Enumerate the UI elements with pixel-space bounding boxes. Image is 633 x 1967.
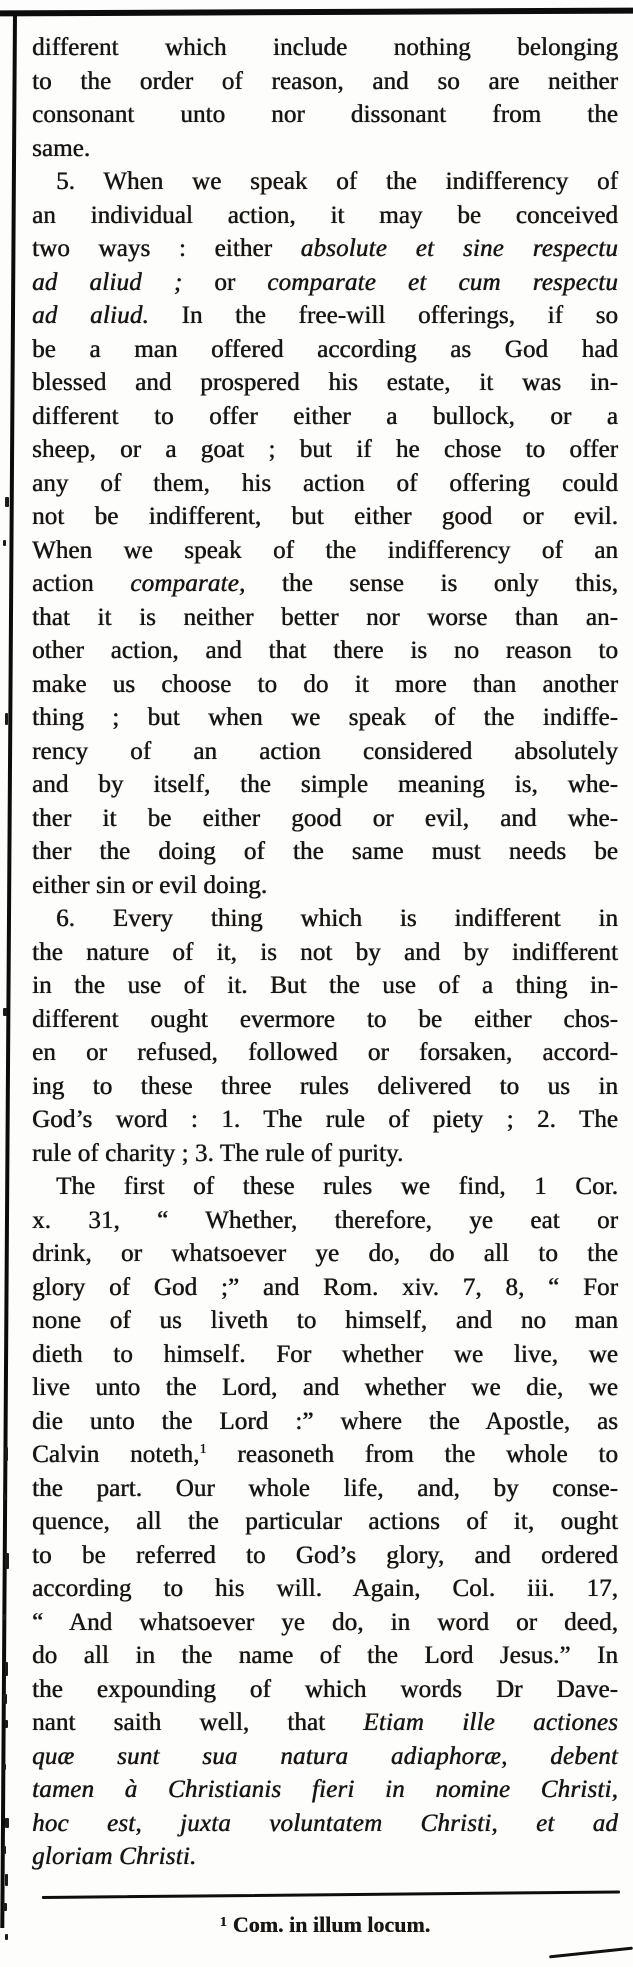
- text-segment: glory of God ;” and Rom. xiv. 7, 8, “ For: [32, 1273, 618, 1301]
- margin-mark: [5, 1720, 8, 1728]
- text-segment: When we speak of the indifferency of an: [32, 536, 618, 564]
- margin-mark: [5, 1874, 8, 1886]
- footnote-separator-line: [42, 1890, 620, 1899]
- text-segment: “ And whatsoever ye do, in word or deed,: [32, 1608, 618, 1636]
- text-line: [32, 400, 618, 434]
- text-line: [32, 1606, 618, 1640]
- text-line: [32, 1304, 618, 1338]
- text-segment: dieth to himself. For whether we live, we: [32, 1340, 618, 1368]
- text-line: [32, 735, 618, 769]
- footnote-text: Com. in illum locum.: [232, 1912, 431, 1937]
- text-segment: ther the doing of the same must needs be: [32, 838, 618, 865]
- page-top-border-line: [0, 8, 633, 17]
- text-segment: The first of these rules we find, 1 Cor.: [56, 1173, 618, 1200]
- margin-mark: [5, 1818, 9, 1828]
- page-corner-scan-artifact: [549, 1947, 633, 1959]
- text-line: [32, 433, 618, 467]
- margin-mark: [3, 1903, 7, 1911]
- text-line: [32, 1237, 618, 1271]
- text-line: [32, 1840, 618, 1874]
- text-line: [32, 1472, 618, 1506]
- text-segment: Calvin noteth,: [32, 1441, 200, 1468]
- text-line: [32, 1405, 618, 1439]
- text-segment: the part. Our whole life, and, by conse-: [32, 1474, 618, 1502]
- text-segment: different to offer either a bullock, or a: [32, 402, 618, 430]
- text-line: [32, 1773, 618, 1807]
- text-line: [32, 869, 618, 903]
- margin-mark: [3, 1846, 6, 1854]
- margin-mark: [3, 1614, 6, 1620]
- text-segment: 5. When we speak of the indifferency of: [56, 168, 618, 195]
- text-line: [32, 768, 618, 802]
- footnote-marker: 1: [219, 1915, 227, 1930]
- text-line: [32, 165, 618, 199]
- text-segment: the expounding of which words Dr Dave-: [32, 1675, 618, 1703]
- text-line: [32, 1371, 618, 1405]
- text-line: [32, 1673, 618, 1707]
- text-segment: other action, and that there is no reason to: [32, 637, 618, 664]
- text-segment: live unto the Lord, and whether we die, we: [32, 1374, 618, 1401]
- margin-mark: [5, 1447, 8, 1461]
- text-line: [32, 802, 618, 836]
- text-line: [32, 835, 618, 869]
- text-line: [32, 1572, 618, 1606]
- text-line: [32, 1807, 618, 1841]
- text-segment: sheep, or a goat ; but if he chose to offer: [32, 436, 618, 463]
- italic-text-segment: quæ sunt sua natura adiaphoræ, debent: [32, 1742, 618, 1770]
- text-line: [32, 936, 618, 970]
- text-line: [32, 1137, 618, 1171]
- text-segment: make us choose to do it more than another: [32, 670, 618, 698]
- text-segment: either sin or evil doing.: [32, 871, 268, 899]
- text-line: [32, 232, 618, 266]
- text-segment: or: [182, 268, 268, 296]
- text-line: [32, 266, 618, 300]
- italic-text-segment: comparate et cum respectu: [267, 268, 618, 296]
- text-segment: the nature of it, is not by and by indifferent: [32, 938, 618, 966]
- text-segment: God’s word : 1. The rule of piety ; 2. The: [32, 1106, 618, 1133]
- text-line: [32, 1539, 618, 1573]
- column-left-border-line: [0, 12, 17, 1928]
- text-line: [32, 366, 618, 400]
- text-segment: different which include nothing belonging: [32, 34, 618, 61]
- text-segment: quence, all the particular actions of it, ought: [32, 1508, 618, 1535]
- text-line: [32, 902, 618, 936]
- italic-text-segment: ad aliud.: [32, 302, 149, 329]
- text-line: [32, 1070, 618, 1104]
- text-line: [32, 1003, 618, 1037]
- text-segment: ther it be either good or evil, and whe-: [32, 804, 618, 832]
- text-segment: any of them, his action of offering could: [32, 469, 618, 497]
- text-segment: not be indifferent, but either good or evil.: [32, 503, 618, 530]
- text-line: [32, 1740, 618, 1774]
- italic-text-segment: ad aliud ;: [32, 268, 183, 296]
- text-line: [32, 98, 618, 132]
- margin-mark: [5, 497, 9, 507]
- text-line: [32, 299, 618, 333]
- text-line: [32, 668, 618, 702]
- footnote-reference: 1: [199, 1442, 207, 1457]
- text-segment: ing to these three rules delivered to us in: [32, 1072, 618, 1100]
- margin-mark: [5, 713, 8, 725]
- text-line: [32, 65, 618, 99]
- text-block: [32, 31, 618, 1874]
- text-segment: nant saith well, that: [32, 1709, 364, 1736]
- text-line: [32, 1271, 618, 1305]
- margin-mark: [3, 1494, 6, 1500]
- text-line: [32, 1438, 618, 1472]
- italic-text-segment: Etiam ille actiones: [363, 1709, 618, 1736]
- text-line: [32, 500, 618, 534]
- italic-text-segment: comparate,: [130, 570, 246, 597]
- text-segment: die unto the Lord :” where the Apostle, as: [32, 1407, 618, 1435]
- text-segment: same.: [32, 134, 91, 162]
- text-line: [32, 1103, 618, 1137]
- text-segment: to be referred to God’s glory, and ordered: [32, 1541, 618, 1569]
- text-segment: do all in the name of the Lord Jesus.” In: [32, 1642, 618, 1669]
- text-line: [32, 1639, 618, 1673]
- text-line: [32, 1338, 618, 1372]
- text-segment: 6. Every thing which is indifferent in: [56, 905, 618, 932]
- text-line: [32, 199, 618, 233]
- text-segment: en or refused, followed or forsaken, accord-: [32, 1039, 618, 1066]
- margin-mark: [3, 1008, 7, 1016]
- text-segment: according to his will. Again, Col. iii. 17,: [32, 1575, 618, 1602]
- margin-mark: [3, 1764, 6, 1770]
- margin-mark: [5, 1934, 8, 1940]
- margin-mark: [3, 540, 6, 546]
- margin-mark: [5, 1553, 9, 1569]
- text-segment: x. 31, “ Whether, therefore, ye eat or: [32, 1206, 618, 1234]
- footnote: [32, 1912, 618, 1938]
- text-line: [32, 969, 618, 1003]
- text-segment: rule of charity ; 3. The rule of purity.: [32, 1139, 404, 1167]
- text-segment: different ought evermore to be either chos-: [32, 1005, 618, 1033]
- text-segment: and by itself, the simple meaning is, whe-: [32, 771, 618, 798]
- italic-text-segment: hoc est, juxta voluntatem Christi, et ad: [32, 1809, 618, 1837]
- text-segment: thing ; but when we speak of the indiffe-: [32, 704, 618, 731]
- text-segment: In the free-will offerings, if so: [148, 302, 618, 329]
- text-line: [32, 1204, 618, 1238]
- text-line: [32, 1036, 618, 1070]
- text-segment: blessed and prospered his estate, it was in-: [32, 369, 618, 396]
- text-segment: action: [32, 570, 131, 597]
- text-segment: rency of an action considered absolutely: [32, 737, 618, 765]
- text-segment: the sense is only this,: [245, 570, 618, 597]
- text-segment: to the order of reason, and so are neither: [32, 67, 618, 95]
- text-line: [32, 31, 618, 65]
- text-segment: drink, or whatsoever ye do, do all to the: [32, 1240, 618, 1267]
- italic-text-segment: tamen à Christianis fieri in nomine Christi,: [32, 1776, 618, 1803]
- text-segment: consonant unto nor dissonant from the: [32, 101, 618, 128]
- text-line: [32, 567, 618, 601]
- text-line: [32, 1706, 618, 1740]
- text-line: [32, 1170, 618, 1204]
- text-segment: reasoneth from the whole to: [206, 1441, 618, 1468]
- text-line: [32, 634, 618, 668]
- margin-mark: [3, 1694, 7, 1704]
- text-segment: none of us liveth to himself, and no man: [32, 1307, 618, 1334]
- text-segment: in the use of it. But the use of a thing in-: [32, 972, 618, 999]
- text-segment: that it is neither better nor worse than an-: [32, 603, 618, 631]
- text-line: [32, 534, 618, 568]
- margin-mark: [5, 1662, 8, 1676]
- text-line: [32, 601, 618, 635]
- italic-text-segment: absolute et sine respectu: [300, 235, 618, 262]
- text-segment: two ways : either: [32, 235, 301, 262]
- text-line: [32, 467, 618, 501]
- text-segment: an individual action, it may be conceived: [32, 201, 618, 229]
- text-line: [32, 333, 618, 367]
- text-line: [32, 701, 618, 735]
- text-line: [32, 132, 618, 166]
- text-line: [32, 1505, 618, 1539]
- italic-text-segment: gloriam Christi.: [32, 1843, 197, 1870]
- text-segment: be a man offered according as God had: [32, 335, 618, 363]
